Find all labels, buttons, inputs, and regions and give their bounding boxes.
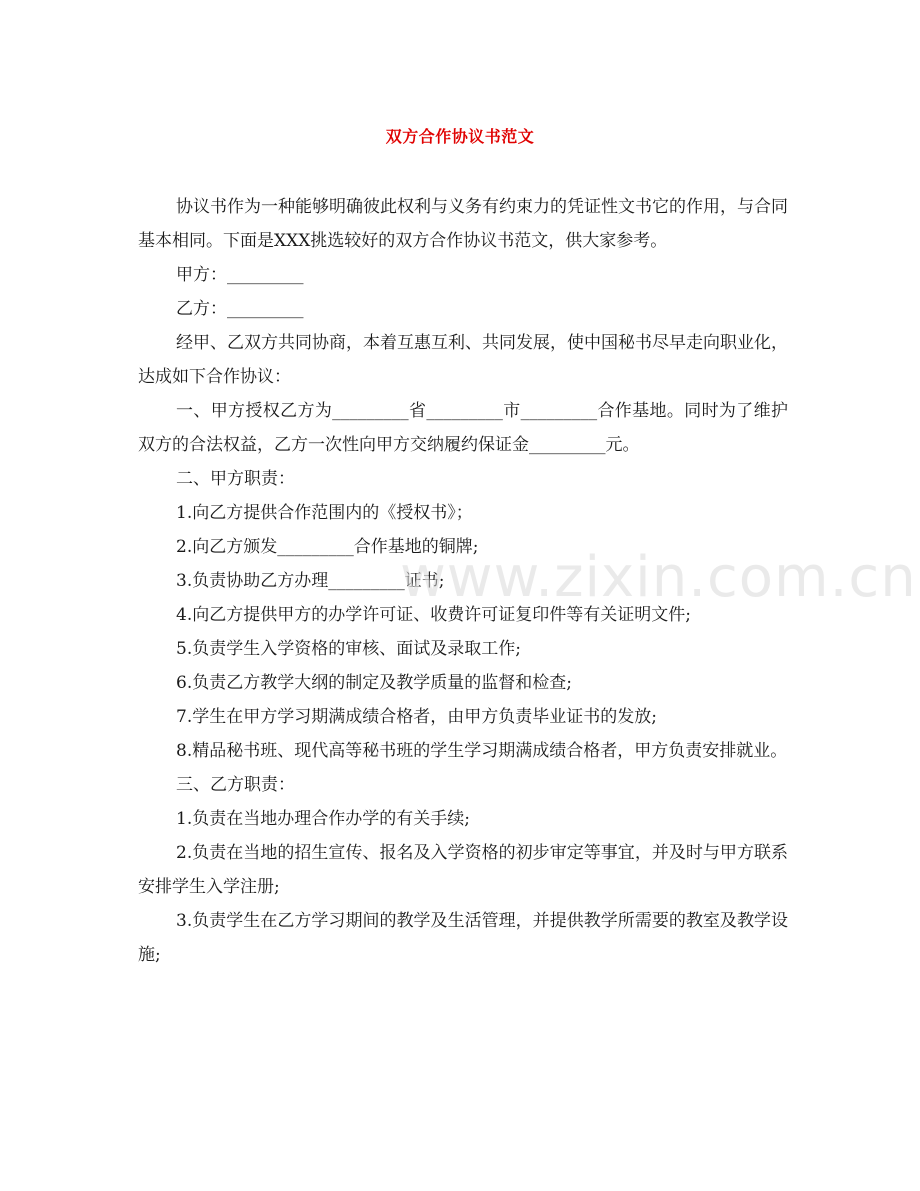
paragraph-party-b: 乙方：_________	[176, 299, 304, 319]
heading-party-b-duties: 三、乙方职责：	[176, 775, 295, 795]
heading-party-a-duties: 二、甲方职责：	[176, 469, 295, 489]
watermark: www.zixin.com.cn	[400, 545, 917, 610]
list-item: 2.向乙方颁发_________合作基地的铜牌;	[176, 537, 479, 557]
paragraph-clause-1: 一、甲方授权乙方为_________省_________市_________合作基地。同时为了维护双方的合法权益，乙方一次性向甲方交纳履约保证金_________元。	[138, 401, 788, 455]
list-item: 8.精品秘书班、现代高等秘书班的学生学习期满成绩合格者，甲方负责安排就业。	[176, 741, 788, 761]
list-item: 6.负责乙方教学大纲的制定及教学质量的监督和检查;	[176, 673, 572, 693]
list-item: 2.负责在当地的招生宣传、报名及入学资格的初步审定等事宜，并及时与甲方联系安排学生入学注册;	[138, 843, 788, 897]
list-item: 4.向乙方提供甲方的办学许可证、收费许可证复印件等有关证明文件;	[176, 605, 691, 625]
document-title: 双方合作协议书范文	[385, 127, 535, 146]
list-item: 1.负责在当地办理合作办学的有关手续;	[176, 809, 470, 829]
paragraph-party-a: 甲方：_________	[176, 265, 304, 285]
paragraph-intro: 协议书作为一种能够明确彼此权利与义务有约束力的凭证性文书它的作用，与合同基本相同。下面是XXX挑选较好的双方合作协议书范文，供大家参考。	[138, 197, 788, 251]
list-item: 3.负责学生在乙方学习期间的教学及生活管理，并提供教学所需要的教室及教学设施;	[138, 911, 788, 965]
list-item: 3.负责协助乙方办理_________证书;	[176, 571, 445, 591]
list-item: 5.负责学生入学资格的审核、面试及录取工作;	[176, 639, 521, 659]
paragraph-preamble: 经甲、乙双方共同协商，本着互惠互利、共同发展，使中国秘书尽早走向职业化，达成如下合作协议：	[138, 333, 788, 387]
list-item: 7.学生在甲方学习期满成绩合格者，由甲方负责毕业证书的发放;	[176, 707, 657, 727]
list-item: 1.向乙方提供合作范围内的《授权书》；	[176, 503, 473, 523]
